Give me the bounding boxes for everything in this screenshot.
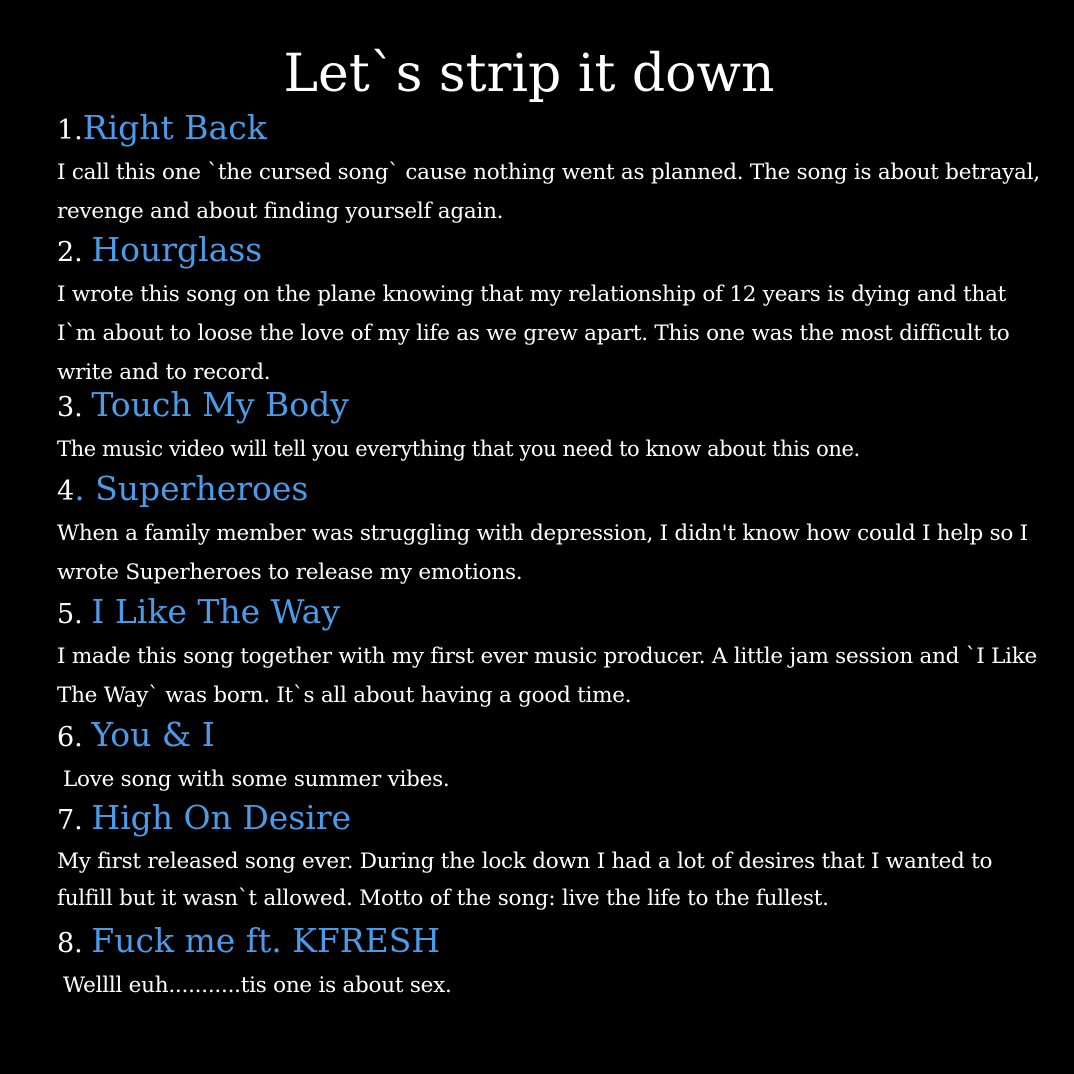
track-number: 2. [57,237,92,268]
track-item [57,798,1047,917]
track-heading [57,921,1047,964]
track-name: Touch My Body [91,385,349,424]
track-item [57,715,1047,799]
track-name: You & I [91,715,215,754]
track-heading [57,469,1047,512]
track-heading [57,592,1047,635]
track-name: Right Back [82,108,267,147]
track-heading [57,385,1047,428]
track-number: 8. [57,928,92,959]
track-item [57,592,1047,715]
track-description: My first released song ever. During the lock down I had a lot of desires that I wanted to fulfill but it wasn`t allowed. Motto of the song: live the life to the fullest. [57,849,993,911]
track-item [57,230,1047,392]
track-heading [57,230,1047,273]
track-name: I Like The Way [91,592,341,631]
track-heading [57,715,1047,758]
track-name: High On Desire [91,798,352,837]
track-item [57,921,1047,1005]
track-number: 3. [57,392,92,423]
track-description: When a family member was struggling with depression, I didn't know how could I help so I wrote Superheroes to release my emotions. [57,521,1028,585]
track-number: 1. [57,115,83,146]
track-number: 6. [57,722,92,753]
track-heading [57,798,1047,841]
track-name: . Superheroes [74,469,309,508]
track-number: 7. [57,805,92,836]
track-description: I wrote this song on the plane knowing that my relationship of 12 years is dying and that I`m about to loose the love of my life as we grew apart. This one was the most difficult to write and to record. [57,282,1010,385]
track-item [57,108,1047,231]
track-description: I call this one `the cursed song` cause nothing went as planned. The song is about betrayal, revenge and about finding yourself again. [57,160,1040,224]
track-number: 4 [57,476,75,507]
track-number: 5. [57,599,92,630]
track-name: Fuck me ft. KFRESH [91,921,441,960]
track-heading [57,108,1047,151]
track-item [57,385,1047,469]
track-item [57,469,1047,592]
track-description: Wellll euh...........tis one is about sex. [63,973,452,998]
track-description: Love song with some summer vibes. [63,767,450,792]
page-title: Let`s strip it down [283,44,775,104]
track-description: The music video will tell you everything that you need to know about this one. [57,437,860,461]
track-name: Hourglass [91,230,263,269]
track-description: I made this song together with my first ever music producer. A little jam session and `I Like The Way` was born. It`s all about having a good time. [57,644,1038,708]
